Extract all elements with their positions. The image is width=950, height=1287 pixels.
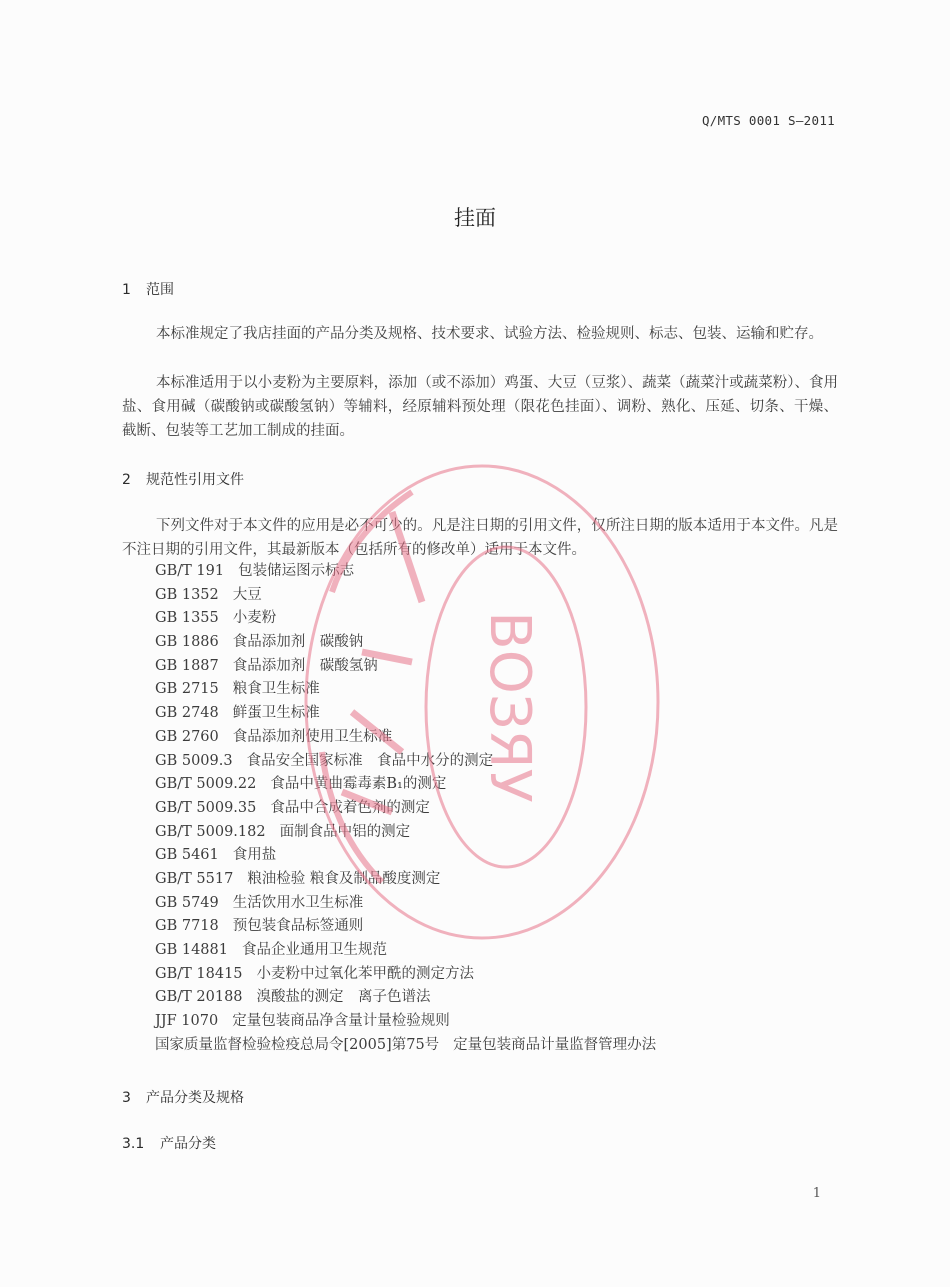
section-title: 范围 <box>146 282 174 298</box>
reference-code: GB 2715 <box>155 681 219 698</box>
reference-name: 食品添加剂 碳酸氢钠 <box>232 657 378 674</box>
reference-item <box>155 584 656 608</box>
section-title: 产品分类及规格 <box>146 1090 244 1106</box>
reference-code: GB/T 191 <box>155 563 225 579</box>
section-number: 3.1 <box>122 1136 145 1152</box>
reference-item <box>155 607 656 631</box>
reference-item <box>155 821 656 845</box>
section-number: 1 <box>122 282 131 298</box>
reference-name: 面制食品中铝的测定 <box>279 823 411 840</box>
reference-item <box>155 915 656 939</box>
reference-item <box>155 631 656 655</box>
reference-code: GB 5749 <box>155 894 219 911</box>
section-3-1-heading <box>122 1133 216 1153</box>
reference-name: 定量包装商品计量监督管理办法 <box>453 1036 657 1053</box>
reference-name: 食品企业通用卫生规范 <box>241 942 387 958</box>
scope-paragraph-2: 本标准适用于以小麦粉为主要原料，添加（或不添加）鸡蛋、大豆（豆浆）、蔬菜（蔬菜汁或蔬菜粉）、食用盐、食用碱（碳酸钠或碳酸氢钠）等辅料，经原辅料预处理（限花色挂面）、调粉、熟化、压延、切条、干燥、截断、包装等工艺加工制成的挂面。 <box>122 375 838 439</box>
reference-name: 预包装食品标签通则 <box>232 918 364 935</box>
reference-code: GB/T 20188 <box>155 989 243 1006</box>
reference-item <box>155 678 656 702</box>
section-number: 2 <box>122 472 131 488</box>
reference-name: 食用盐 <box>232 847 277 864</box>
reference-item <box>155 797 656 821</box>
reference-code: GB 2760 <box>155 728 219 745</box>
reference-item <box>155 868 656 892</box>
section-3-heading <box>122 1087 244 1107</box>
reference-code: GB 14881 <box>155 942 228 958</box>
reference-name: 食品中黄曲霉毒素B₁的测定 <box>270 776 447 793</box>
reference-name: 溴酸盐的测定 离子色谱法 <box>256 989 431 1006</box>
reference-code: GB/T 18415 <box>155 965 243 982</box>
reference-item <box>155 655 656 679</box>
reference-code: GB 5461 <box>155 847 219 864</box>
reference-item <box>155 773 656 797</box>
reference-name: 小麦粉中过氧化苯甲酰的测定方法 <box>256 965 475 982</box>
reference-name: 食品添加剂使用卫生标准 <box>232 728 393 745</box>
reference-item <box>155 750 656 774</box>
reference-item <box>155 560 656 584</box>
reference-code: GB/T 5517 <box>155 870 234 887</box>
seal-text: ВОЗЯУ <box>476 611 542 803</box>
reference-code: GB 7718 <box>155 918 219 935</box>
reference-item <box>155 726 656 750</box>
reference-item <box>155 986 656 1010</box>
reference-code: GB 5009.3 <box>155 752 233 769</box>
reference-item <box>155 963 656 987</box>
section-1-heading <box>122 279 174 299</box>
reference-name: 食品中合成着色剂的测定 <box>270 799 430 816</box>
reference-code: JJF 1070 <box>155 1013 219 1030</box>
reference-code: 国家质量监督检验检疫总局令[2005]第75号 <box>155 1036 440 1053</box>
document-title: 挂面 <box>454 206 496 230</box>
section-number: 3 <box>122 1090 131 1106</box>
reference-name: 生活饮用水卫生标准 <box>232 894 364 911</box>
reference-code: GB/T 5009.35 <box>155 799 257 816</box>
section-title: 规范性引用文件 <box>146 472 244 488</box>
section-title: 产品分类 <box>160 1136 216 1152</box>
standard-code: Q/MTS 0001 S—2011 <box>701 113 835 128</box>
reference-item <box>155 1034 656 1058</box>
reference-code: GB/T 5009.22 <box>155 776 257 793</box>
reference-item <box>155 939 656 963</box>
reference-name: 粮食卫生标准 <box>232 681 320 698</box>
reference-code: GB 1352 <box>155 586 219 603</box>
reference-code: GB 1886 <box>155 634 219 651</box>
reference-item <box>155 702 656 726</box>
page-number: 1 <box>812 1186 821 1201</box>
reference-name: 定量包装商品净含量计量检验规则 <box>232 1013 450 1030</box>
reference-name: 粮油检验 粮食及制品酸度测定 <box>247 870 441 887</box>
section-2-heading <box>122 469 244 489</box>
reference-name: 食品安全国家标准 食品中水分的测定 <box>246 752 494 769</box>
reference-name: 大豆 <box>232 586 262 603</box>
normative-references-intro: 下列文件对于本文件的应用是必不可少的。凡是注日期的引用文件，仅所注日期的版本适用于本文件。凡是不注日期的引用文件，其最新版本（包括所有的修改单）适用于本文件。 <box>122 518 838 558</box>
reference-item <box>155 1010 656 1034</box>
reference-name: 食品添加剂 碳酸钠 <box>232 634 364 651</box>
reference-code: GB 1887 <box>155 657 219 674</box>
reference-list <box>155 560 656 1057</box>
reference-code: GB/T 5009.182 <box>155 823 266 840</box>
scope-paragraph-1: 本标准规定了我店挂面的产品分类及规格、技术要求、试验方法、检验规则、标志、包装、运输和贮存。 <box>156 326 823 342</box>
reference-name: 包装储运图示标志 <box>238 563 355 579</box>
reference-code: GB 2748 <box>155 705 219 722</box>
reference-item <box>155 844 656 868</box>
reference-name: 小麦粉 <box>232 610 277 627</box>
reference-code: GB 1355 <box>155 610 219 627</box>
reference-item <box>155 892 656 916</box>
reference-name: 鲜蛋卫生标准 <box>232 705 320 722</box>
